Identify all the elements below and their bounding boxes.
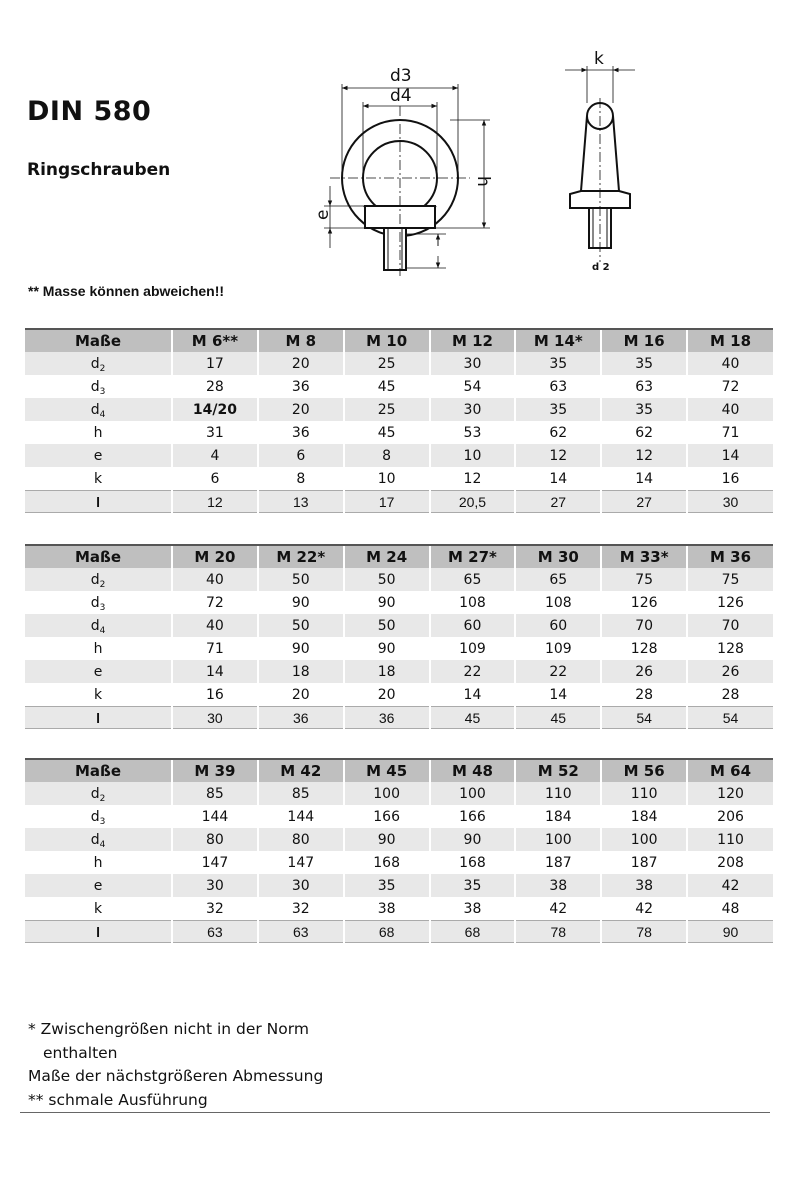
table-cell: 90 — [687, 921, 773, 943]
table-cell: 120 — [687, 782, 773, 805]
table-cell: 90 — [258, 637, 344, 660]
column-header: M 39 — [172, 759, 258, 782]
eye-bolt-technical-drawing — [300, 48, 660, 278]
table-cell: 70 — [601, 614, 687, 637]
table-cell: 18 — [344, 660, 430, 683]
table-row — [25, 352, 773, 375]
table-cell: 187 — [601, 851, 687, 874]
table-cell: 17 — [344, 491, 430, 513]
column-header: M 18 — [687, 329, 773, 352]
table-cell: 75 — [601, 568, 687, 591]
table-cell: 50 — [258, 614, 344, 637]
table-cell: 14 — [687, 444, 773, 467]
table-row — [25, 444, 773, 467]
label-d4: d4 — [390, 86, 412, 106]
table-cell: 68 — [344, 921, 430, 943]
table-cell: 35 — [601, 398, 687, 421]
table-cell: 18 — [258, 660, 344, 683]
table-cell: 17 — [172, 352, 258, 375]
table-cell: 42 — [515, 897, 601, 921]
dimension-table-3 — [25, 758, 773, 943]
row-label: e — [25, 874, 172, 897]
table-cell: 8 — [258, 467, 344, 491]
column-header: M 22* — [258, 545, 344, 568]
table-cell: 110 — [687, 828, 773, 851]
footnote-intermediate-sizes: * Zwischengrößen nicht in der Norm — [28, 1020, 309, 1038]
table-cell: 22 — [515, 660, 601, 683]
table-cell: 35 — [344, 874, 430, 897]
column-header: M 36 — [687, 545, 773, 568]
table-cell: 25 — [344, 352, 430, 375]
mass-note: ** Masse können abweichen!! — [28, 283, 225, 299]
table-cell: 28 — [687, 683, 773, 707]
label-h: h — [473, 176, 493, 187]
table-cell: 184 — [515, 805, 601, 828]
table-cell: 16 — [687, 467, 773, 491]
table-cell: 30 — [430, 352, 516, 375]
table-cell: 184 — [601, 805, 687, 828]
table-cell: 110 — [601, 782, 687, 805]
table-cell: 108 — [515, 591, 601, 614]
table-cell: 109 — [515, 637, 601, 660]
table-cell: 54 — [601, 707, 687, 729]
row-label: l — [25, 707, 172, 729]
column-header: M 24 — [344, 545, 430, 568]
table-cell: 108 — [430, 591, 516, 614]
table-row — [25, 398, 773, 421]
table-cell: 166 — [344, 805, 430, 828]
table-cell: 90 — [344, 637, 430, 660]
label-k: k — [594, 49, 604, 69]
table-cell: 60 — [515, 614, 601, 637]
column-header: M 20 — [172, 545, 258, 568]
table-cell: 12 — [515, 444, 601, 467]
table-cell: 31 — [172, 421, 258, 444]
table-cell: 128 — [687, 637, 773, 660]
dimension-table-1 — [25, 328, 773, 513]
table-cell: 30 — [430, 398, 516, 421]
table-cell: 35 — [515, 352, 601, 375]
table-row — [25, 568, 773, 591]
table-cell: 10 — [344, 467, 430, 491]
table-cell: 100 — [601, 828, 687, 851]
table-cell: 4 — [172, 444, 258, 467]
table-cell: 14 — [172, 660, 258, 683]
footnotes — [28, 1018, 323, 1112]
table-header-row — [25, 759, 773, 782]
front-view-centerlines — [330, 106, 470, 276]
row-label: $d_2$ — [25, 568, 172, 591]
table-cell: 126 — [601, 591, 687, 614]
table-cell: 30 — [172, 874, 258, 897]
table-cell: 42 — [601, 897, 687, 921]
footnote-narrow-version: ** schmale Ausführung — [28, 1090, 208, 1109]
table-cell: 36 — [258, 375, 344, 398]
table-cell: 12 — [172, 491, 258, 513]
table-cell: 45 — [344, 375, 430, 398]
table-row — [25, 375, 773, 398]
table-row — [25, 467, 773, 491]
table-cell: 36 — [258, 707, 344, 729]
header-label: Maße — [25, 759, 172, 782]
table-cell: 80 — [172, 828, 258, 851]
table-row — [25, 851, 773, 874]
table-cell: 35 — [430, 874, 516, 897]
table-cell: 40 — [172, 568, 258, 591]
table-cell: 32 — [172, 897, 258, 921]
column-header: M 8 — [258, 329, 344, 352]
table-cell: 144 — [172, 805, 258, 828]
table-cell: 90 — [258, 591, 344, 614]
column-header: M 45 — [344, 759, 430, 782]
row-label: $d_3$ — [90, 808, 106, 827]
row-label: k — [93, 686, 103, 703]
table-cell: 14 — [601, 467, 687, 491]
table-cell: 65 — [430, 568, 516, 591]
table-cell: 144 — [258, 805, 344, 828]
row-label: $d_4$ — [25, 614, 172, 637]
table-cell: 27 — [515, 491, 601, 513]
table-cell: 12 — [601, 444, 687, 467]
table-cell: 50 — [344, 568, 430, 591]
table-header-row — [25, 545, 773, 568]
table-cell: 22 — [430, 660, 516, 683]
row-label: h — [93, 424, 103, 441]
table-cell: 13 — [258, 491, 344, 513]
table-cell: 20 — [258, 352, 344, 375]
table-cell: 90 — [344, 828, 430, 851]
table-cell: 60 — [430, 614, 516, 637]
table-cell: 54 — [430, 375, 516, 398]
table-cell: 6 — [258, 444, 344, 467]
table-cell: 42 — [687, 874, 773, 897]
table-cell: 20 — [258, 398, 344, 421]
table-cell: 75 — [687, 568, 773, 591]
column-header: M 27* — [430, 545, 516, 568]
table-cell: 35 — [601, 352, 687, 375]
page-subtitle: Ringschrauben — [27, 160, 171, 180]
label-d2: d 2 — [592, 262, 610, 273]
table-cell: 35 — [515, 398, 601, 421]
table-cell: 50 — [344, 614, 430, 637]
header-label: Maße — [25, 329, 172, 352]
table-cell: 45 — [430, 707, 516, 729]
table-cell: 85 — [172, 782, 258, 805]
table-row — [25, 683, 773, 707]
row-label: $d_2$ — [25, 352, 172, 375]
column-header: M 30 — [515, 545, 601, 568]
table-cell: 20 — [258, 683, 344, 707]
table-row — [25, 897, 773, 921]
table-cell: 168 — [430, 851, 516, 874]
table-cell: 62 — [515, 421, 601, 444]
table-cell: 208 — [687, 851, 773, 874]
table-cell: 78 — [515, 921, 601, 943]
row-label: k — [93, 470, 103, 487]
table-cell: 70 — [687, 614, 773, 637]
row-label: l — [25, 491, 172, 513]
table-cell: 166 — [430, 805, 516, 828]
table-row — [25, 707, 773, 729]
column-header: M 42 — [258, 759, 344, 782]
column-header: M 48 — [430, 759, 516, 782]
dimension-table-2 — [25, 544, 773, 729]
table-cell: 90 — [344, 591, 430, 614]
bottom-divider — [20, 1112, 770, 1113]
table-cell: 63 — [515, 375, 601, 398]
table-cell: 40 — [172, 614, 258, 637]
column-header: M 33* — [601, 545, 687, 568]
row-label: l — [25, 921, 172, 943]
table-cell: 206 — [687, 805, 773, 828]
table-cell: 109 — [430, 637, 516, 660]
label-d3: d3 — [390, 66, 412, 86]
row-label: $d_3$ — [90, 378, 106, 397]
page-title: DIN 580 — [27, 96, 152, 127]
table-cell: 40 — [687, 398, 773, 421]
row-label: k — [93, 900, 103, 917]
table-cell: 32 — [258, 897, 344, 921]
column-header: M 56 — [601, 759, 687, 782]
table-cell: 20 — [344, 683, 430, 707]
table-cell: 85 — [258, 782, 344, 805]
table-row — [25, 782, 773, 805]
table-cell: 28 — [601, 683, 687, 707]
table-cell: 45 — [344, 421, 430, 444]
table-cell: 14 — [430, 683, 516, 707]
table-cell: 90 — [430, 828, 516, 851]
table-cell: 16 — [172, 683, 258, 707]
table-row — [25, 805, 773, 828]
table-header-row — [25, 329, 773, 352]
table-cell: 100 — [515, 828, 601, 851]
footnote-next-size-dimensions: Maße der nächstgrößeren Abmessung — [28, 1067, 324, 1085]
table-row — [25, 874, 773, 897]
table-cell: 27 — [601, 491, 687, 513]
row-label: e — [25, 660, 172, 683]
table-cell: 38 — [430, 897, 516, 921]
row-label: e — [25, 444, 172, 467]
table-cell: 126 — [687, 591, 773, 614]
table-cell: 78 — [601, 921, 687, 943]
row-label: h — [93, 854, 103, 871]
table-cell: 80 — [258, 828, 344, 851]
table-cell: 65 — [515, 568, 601, 591]
table-cell: 38 — [601, 874, 687, 897]
column-header: M 64 — [687, 759, 773, 782]
table-cell: 38 — [344, 897, 430, 921]
table-cell: 36 — [258, 421, 344, 444]
table-cell: 8 — [344, 444, 430, 467]
table-cell: 26 — [601, 660, 687, 683]
table-cell: 38 — [515, 874, 601, 897]
table-cell: 30 — [258, 874, 344, 897]
row-label: $d_2$ — [25, 782, 172, 805]
table-cell: 30 — [687, 491, 773, 513]
table-cell: 36 — [344, 707, 430, 729]
table-cell: 147 — [258, 851, 344, 874]
table-cell: 72 — [687, 375, 773, 398]
table-cell: 68 — [430, 921, 516, 943]
table-cell: 63 — [601, 375, 687, 398]
row-label: h — [93, 640, 103, 657]
table-row — [25, 921, 773, 943]
table-cell: 20,5 — [430, 491, 516, 513]
table-cell: 62 — [601, 421, 687, 444]
table-cell: 26 — [687, 660, 773, 683]
table-row — [25, 491, 773, 513]
table-cell: 72 — [172, 591, 258, 614]
table-cell: 14 — [515, 467, 601, 491]
table-cell: 14 — [515, 683, 601, 707]
table-cell: 14/20 — [172, 398, 258, 421]
table-row — [25, 637, 773, 660]
row-label: $d_4$ — [25, 398, 172, 421]
table-cell: 187 — [515, 851, 601, 874]
table-row — [25, 421, 773, 444]
table-cell: 71 — [687, 421, 773, 444]
table-cell: 10 — [430, 444, 516, 467]
table-cell: 54 — [687, 707, 773, 729]
column-header: M 10 — [344, 329, 430, 352]
column-header: M 52 — [515, 759, 601, 782]
footnote-intermediate-sizes-cont: enthalten — [43, 1043, 118, 1062]
table-cell: 53 — [430, 421, 516, 444]
table-cell: 100 — [430, 782, 516, 805]
table-cell: 100 — [344, 782, 430, 805]
table-cell: 28 — [172, 375, 258, 398]
table-cell: 12 — [430, 467, 516, 491]
table-cell: 50 — [258, 568, 344, 591]
table-cell: 147 — [172, 851, 258, 874]
table-cell: 63 — [172, 921, 258, 943]
column-header: M 14* — [515, 329, 601, 352]
table-cell: 45 — [515, 707, 601, 729]
table-cell: 25 — [344, 398, 430, 421]
table-cell: 128 — [601, 637, 687, 660]
table-row — [25, 660, 773, 683]
column-header: M 16 — [601, 329, 687, 352]
table-cell: 30 — [172, 707, 258, 729]
column-header: M 6** — [172, 329, 258, 352]
header-label: Maße — [25, 545, 172, 568]
table-row — [25, 591, 773, 614]
label-e: e — [313, 209, 333, 220]
table-cell: 48 — [687, 897, 773, 921]
row-label: $d_4$ — [25, 828, 172, 851]
table-cell: 40 — [687, 352, 773, 375]
table-cell: 71 — [172, 637, 258, 660]
row-label: $d_3$ — [90, 594, 106, 613]
table-cell: 6 — [172, 467, 258, 491]
table-cell: 110 — [515, 782, 601, 805]
table-row — [25, 614, 773, 637]
column-header: M 12 — [430, 329, 516, 352]
table-cell: 63 — [258, 921, 344, 943]
table-cell: 168 — [344, 851, 430, 874]
table-row — [25, 828, 773, 851]
